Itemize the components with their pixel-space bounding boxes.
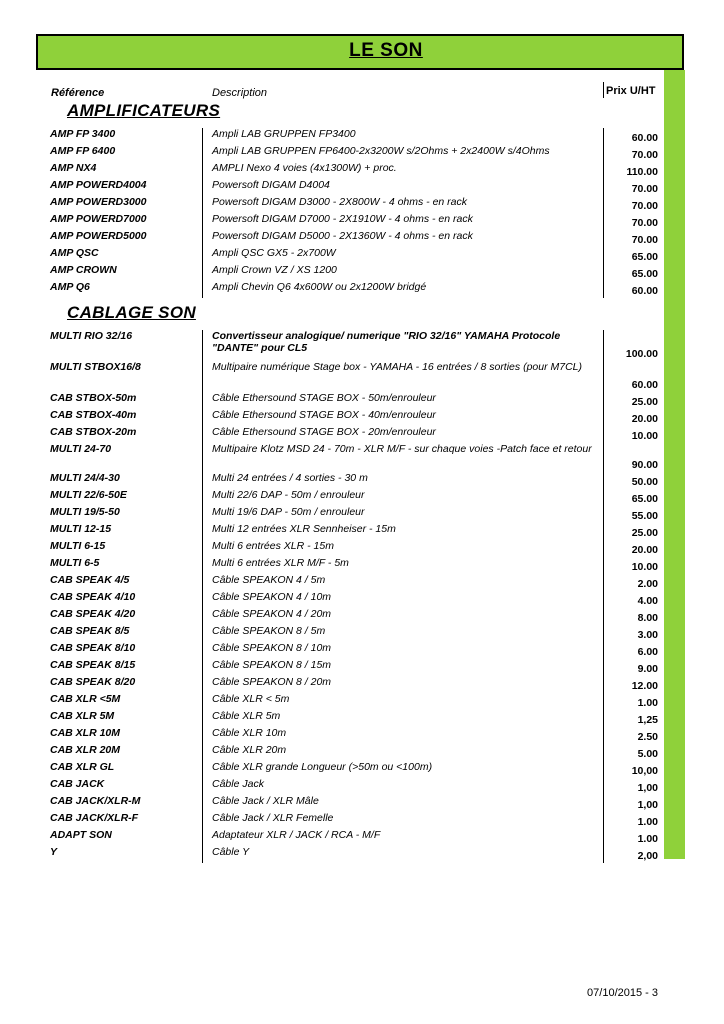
row-description: Câble Y xyxy=(212,846,250,858)
row-price: 90.00 xyxy=(631,459,658,471)
table-row xyxy=(36,676,664,693)
row-description: Multi 19/6 DAP - 50m / enrouleur xyxy=(212,506,365,518)
table-row xyxy=(36,128,664,145)
row-reference: AMP CROWN xyxy=(50,264,117,276)
row-description: Câble XLR < 5m xyxy=(212,693,290,705)
row-price: 100.00 xyxy=(625,348,658,360)
row-description: Ampli LAB GRUPPEN FP3400 xyxy=(212,128,356,140)
table-row xyxy=(36,281,664,298)
row-description: Câble SPEAKON 8 / 15m xyxy=(212,659,332,671)
column-divider xyxy=(202,128,203,298)
column-divider xyxy=(603,330,604,863)
row-price: 70.00 xyxy=(631,217,658,229)
table-row xyxy=(36,196,664,213)
row-description: Adaptateur XLR / JACK / RCA - M/F xyxy=(212,829,381,841)
table-row xyxy=(36,230,664,247)
column-header-price: Prix U/HT xyxy=(606,85,656,97)
row-description: Câble SPEAKON 4 / 5m xyxy=(212,574,326,586)
row-description: Powersoft DIGAM D3000 - 2X800W - 4 ohms - en rack xyxy=(212,196,468,208)
table-row xyxy=(36,778,664,795)
row-description: Multipaire Klotz MSD 24 - 70m - XLR M/F - sur chaque voies -Patch face et retour xyxy=(212,443,592,455)
row-price: 65.00 xyxy=(631,493,658,505)
row-reference: AMP FP 3400 xyxy=(50,128,116,140)
table-row xyxy=(36,744,664,761)
row-price: 10,00 xyxy=(631,765,658,777)
row-price: 6.00 xyxy=(637,646,658,658)
row-reference: CAB STBOX-50m xyxy=(50,392,137,404)
row-reference: ADAPT SON xyxy=(50,829,112,841)
row-description: Câble Jack xyxy=(212,778,264,790)
table-row xyxy=(36,330,664,361)
table-row xyxy=(36,591,664,608)
row-reference: AMP QSC xyxy=(50,247,99,259)
table-row xyxy=(36,846,664,863)
row-description: Powersoft DIGAM D5000 - 2X1360W - 4 ohms - en rack xyxy=(212,230,473,242)
table-row xyxy=(36,247,664,264)
table-row xyxy=(36,710,664,727)
table-row xyxy=(36,213,664,230)
row-description: Câble SPEAKON 8 / 20m xyxy=(212,676,332,688)
row-reference: CAB SPEAK 4/5 xyxy=(50,574,130,586)
row-description: Powersoft DIGAM D7000 - 2X1910W - 4 ohms - en rack xyxy=(212,213,473,225)
row-reference: AMP Q6 xyxy=(50,281,90,293)
table-row xyxy=(36,574,664,591)
row-reference: Y xyxy=(50,846,58,858)
row-price: 1.00 xyxy=(637,697,658,709)
row-price: 70.00 xyxy=(631,183,658,195)
row-reference: CAB XLR 5M xyxy=(50,710,115,722)
row-reference: CAB XLR 10M xyxy=(50,727,121,739)
table-row xyxy=(36,472,664,489)
price-column-band xyxy=(664,70,685,859)
row-price: 65.00 xyxy=(631,251,658,263)
row-reference: MULTI 6-5 xyxy=(50,557,100,569)
row-price: 1,00 xyxy=(637,782,658,794)
row-price: 25.00 xyxy=(631,527,658,539)
row-description: Câble XLR 20m xyxy=(212,744,287,756)
table-row xyxy=(36,361,664,392)
row-price: 65.00 xyxy=(631,268,658,280)
row-description: Câble SPEAKON 8 / 5m xyxy=(212,625,326,637)
row-description: Convertisseur analogique/ numerique "RIO 32/16" YAMAHA Protocole "DANTE" pour CL5 xyxy=(212,330,561,354)
table-row xyxy=(36,642,664,659)
table-row xyxy=(36,727,664,744)
row-price: 10.00 xyxy=(631,561,658,573)
row-reference: MULTI 6-15 xyxy=(50,540,106,552)
column-header-reference: Référence xyxy=(51,87,105,99)
row-description: Câble XLR 10m xyxy=(212,727,287,739)
row-reference: AMP FP 6400 xyxy=(50,145,116,157)
row-price: 20.00 xyxy=(631,544,658,556)
row-description: Multi 22/6 DAP - 50m / enrouleur xyxy=(212,489,365,501)
row-reference: CAB XLR <5M xyxy=(50,693,121,705)
row-price: 2,00 xyxy=(637,850,658,862)
row-reference: AMP POWERD5000 xyxy=(50,230,147,242)
row-price: 1,25 xyxy=(637,714,658,726)
column-divider xyxy=(603,128,604,298)
row-reference: MULTI 24/4-30 xyxy=(50,472,120,484)
table-row xyxy=(36,812,664,829)
row-reference: AMP POWERD3000 xyxy=(50,196,147,208)
row-price: 60.00 xyxy=(631,132,658,144)
row-price: 8.00 xyxy=(637,612,658,624)
page-title: LE SON xyxy=(349,40,423,61)
row-reference: AMP POWERD4004 xyxy=(50,179,147,191)
row-price: 50.00 xyxy=(631,476,658,488)
table-row xyxy=(36,426,664,443)
table-row xyxy=(36,392,664,409)
row-reference: CAB STBOX-20m xyxy=(50,426,137,438)
table-row xyxy=(36,608,664,625)
table-row xyxy=(36,145,664,162)
row-reference: MULTI 22/6-50E xyxy=(50,489,127,501)
row-reference: MULTI 19/5-50 xyxy=(50,506,120,518)
row-price: 10.00 xyxy=(631,430,658,442)
row-price: 70.00 xyxy=(631,234,658,246)
table-row xyxy=(36,761,664,778)
row-reference: MULTI STBOX16/8 xyxy=(50,361,141,373)
row-price: 5.00 xyxy=(637,748,658,760)
row-description: AMPLI Nexo 4 voies (4x1300W) + proc. xyxy=(212,162,397,174)
row-reference: CAB JACK xyxy=(50,778,105,790)
table-row xyxy=(36,489,664,506)
row-description: Multi 12 entrées XLR Sennheiser - 15m xyxy=(212,523,396,535)
table-row xyxy=(36,523,664,540)
table-row xyxy=(36,829,664,846)
row-description: Câble Jack / XLR Mâle xyxy=(212,795,319,807)
table-row xyxy=(36,540,664,557)
row-description: Ampli LAB GRUPPEN FP6400-2x3200W s/2Ohms + 2x2400W s/4Ohms xyxy=(212,145,550,157)
row-reference: CAB JACK/XLR-M xyxy=(50,795,141,807)
row-description: Câble Ethersound STAGE BOX - 50m/enrouleur xyxy=(212,392,436,404)
table-row xyxy=(36,795,664,812)
row-reference: CAB SPEAK 8/20 xyxy=(50,676,136,688)
row-description: Câble SPEAKON 4 / 20m xyxy=(212,608,332,620)
section-title-cablage-son: CABLAGE SON xyxy=(67,303,196,322)
row-description: Câble XLR grande Longueur (>50m ou <100m) xyxy=(212,761,433,773)
row-description: Multi 6 entrées XLR M/F - 5m xyxy=(212,557,349,569)
row-price: 9.00 xyxy=(637,663,658,675)
row-reference: MULTI 24-70 xyxy=(50,443,112,455)
row-reference: AMP POWERD7000 xyxy=(50,213,147,225)
row-description: Multi 24 entrées / 4 sorties - 30 m xyxy=(212,472,368,484)
row-reference: CAB XLR 20M xyxy=(50,744,121,756)
page-footer: 07/10/2015 - 3 xyxy=(587,987,658,999)
row-description: Ampli Crown VZ / XS 1200 xyxy=(212,264,337,276)
row-reference: CAB XLR GL xyxy=(50,761,115,773)
table-row xyxy=(36,659,664,676)
row-reference: CAB SPEAK 8/10 xyxy=(50,642,136,654)
row-price: 1,00 xyxy=(637,799,658,811)
row-price: 2.50 xyxy=(637,731,658,743)
section-table-cablage-son xyxy=(36,330,664,863)
row-description: Câble Ethersound STAGE BOX - 40m/enrouleur xyxy=(212,409,436,421)
table-row xyxy=(36,625,664,642)
row-price: 2.00 xyxy=(637,578,658,590)
row-description: Ampli Chevin Q6 4x600W ou 2x1200W bridgé xyxy=(212,281,427,293)
table-row xyxy=(36,693,664,710)
row-price: 25.00 xyxy=(631,396,658,408)
row-price: 70.00 xyxy=(631,149,658,161)
row-reference: CAB SPEAK 4/20 xyxy=(50,608,136,620)
row-description: Câble Ethersound STAGE BOX - 20m/enrouleur xyxy=(212,426,436,438)
row-price: 60.00 xyxy=(631,285,658,297)
row-reference: CAB SPEAK 8/15 xyxy=(50,659,136,671)
section-table-amplificateurs xyxy=(36,128,664,298)
row-description: Câble SPEAKON 8 / 10m xyxy=(212,642,332,654)
row-description: Ampli QSC GX5 - 2x700W xyxy=(212,247,336,259)
row-description: Câble XLR 5m xyxy=(212,710,281,722)
row-price: 4.00 xyxy=(637,595,658,607)
row-price: 1.00 xyxy=(637,833,658,845)
row-price: 20.00 xyxy=(631,413,658,425)
row-description: Multipaire numérique Stage box - YAMAHA - 16 entrées / 8 sorties (pour M7CL) xyxy=(212,361,583,373)
row-reference: CAB STBOX-40m xyxy=(50,409,137,421)
column-divider xyxy=(603,82,604,98)
row-price: 55.00 xyxy=(631,510,658,522)
row-price: 3.00 xyxy=(637,629,658,641)
row-reference: MULTI RIO 32/16 xyxy=(50,330,133,342)
row-reference: MULTI 12-15 xyxy=(50,523,112,535)
row-description: Câble SPEAKON 4 / 10m xyxy=(212,591,332,603)
table-row xyxy=(36,443,664,472)
table-row xyxy=(36,506,664,523)
table-row xyxy=(36,264,664,281)
row-reference: AMP NX4 xyxy=(50,162,97,174)
table-row xyxy=(36,557,664,574)
table-row xyxy=(36,409,664,426)
row-description: Multi 6 entrées XLR - 15m xyxy=(212,540,334,552)
row-price: 110.00 xyxy=(626,166,658,178)
row-reference: CAB SPEAK 8/5 xyxy=(50,625,130,637)
row-price: 1.00 xyxy=(637,816,658,828)
row-price: 60.00 xyxy=(631,379,658,391)
row-reference: CAB SPEAK 4/10 xyxy=(50,591,136,603)
row-description: Powersoft DIGAM D4004 xyxy=(212,179,330,191)
section-title-amplificateurs: AMPLIFICATEURS xyxy=(67,101,221,120)
column-divider xyxy=(202,330,203,863)
row-description: Câble Jack / XLR Femelle xyxy=(212,812,334,824)
row-price: 70.00 xyxy=(631,200,658,212)
row-reference: CAB JACK/XLR-F xyxy=(50,812,139,824)
row-price: 12.00 xyxy=(631,680,658,692)
table-row xyxy=(36,162,664,179)
table-row xyxy=(36,179,664,196)
column-header-description: Description xyxy=(212,87,268,99)
